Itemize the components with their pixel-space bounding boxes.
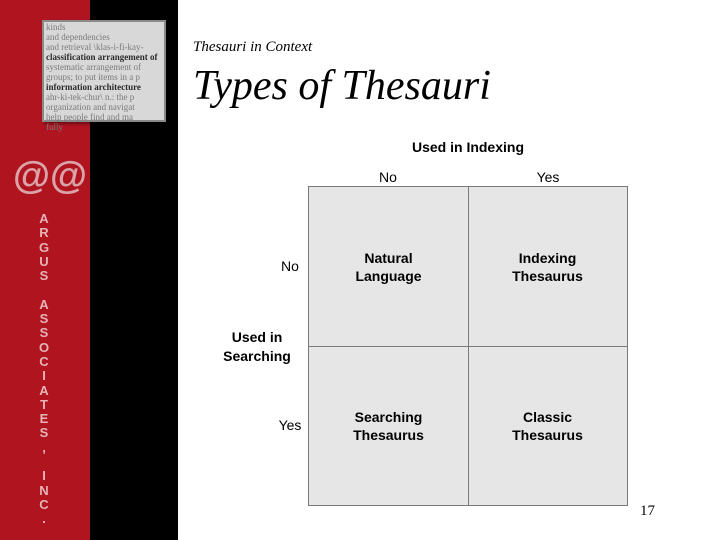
thumbnail-text-line: and retrieval \klas-i-fi-kay-: [46, 42, 144, 52]
cell-natural-language: [309, 187, 469, 347]
column-label-no: No: [379, 169, 397, 185]
cell-searching-thesaurus: [309, 346, 469, 505]
cell-label-line: Language: [355, 267, 422, 284]
row-axis-title-line: Searching: [223, 348, 291, 364]
page-number: 17: [640, 503, 655, 519]
cell-classic-thesaurus: [468, 346, 627, 505]
thumbnail-text-line: classification arrangement of: [46, 52, 158, 62]
column-label-yes: Yes: [536, 169, 560, 185]
vertical-letter: .: [42, 511, 46, 527]
cell-label-line: Natural: [364, 249, 413, 266]
vertical-letter: I: [42, 368, 46, 384]
cell-label-line: Searching: [354, 408, 423, 425]
vertical-letter: A: [39, 211, 49, 226]
vertical-letter: O: [38, 339, 50, 355]
row-axis-title-line: Used in: [231, 329, 283, 345]
svg-text:@@: @@: [13, 155, 88, 197]
slide-title: Types of Thesauri: [193, 63, 491, 109]
thumbnail-text-line: systematic arrangement of: [46, 62, 141, 72]
vertical-letter: I: [42, 468, 46, 484]
thesauri-matrix: [308, 186, 628, 506]
at-at-logo-icon: [13, 152, 88, 198]
row-label-yes: Yes: [278, 417, 302, 433]
cell-label-line: Indexing: [518, 249, 577, 266]
row-label-no: No: [281, 258, 299, 274]
vertical-letter: N: [39, 482, 49, 498]
vertical-letter: [33, 455, 55, 469]
vertical-letter: R: [39, 225, 49, 241]
vertical-letter: G: [38, 239, 50, 255]
vertical-letter: C: [39, 496, 49, 512]
cell-label-line: Thesaurus: [353, 426, 424, 443]
vertical-letter: [33, 283, 55, 297]
vertical-letter: T: [40, 396, 48, 412]
thumbnail-text-line: groups; to put items in a p: [46, 72, 140, 82]
vertical-letter: S: [39, 425, 49, 441]
vertical-letter: S: [39, 268, 49, 284]
vertical-letter: C: [39, 353, 49, 369]
vertical-letter: ,: [42, 439, 46, 455]
vertical-letter: A: [39, 296, 49, 312]
cell-label-line: Classic: [522, 408, 573, 425]
cell-indexing-thesaurus: [468, 187, 627, 347]
thumbnail-text-line: fully: [46, 122, 63, 132]
cell-label-line: Thesaurus: [512, 267, 583, 284]
slide-subtitle: Thesauri in Context: [193, 39, 313, 55]
vertical-letter: E: [39, 411, 49, 427]
thumbnail-text-line: kinds: [46, 22, 66, 32]
company-vertical-name: [33, 212, 55, 527]
thumbnail-text-line: help people find and ma: [46, 112, 133, 122]
dictionary-thumbnail-image: [42, 20, 166, 132]
thumbnail-text-line: organization and navigat: [46, 102, 135, 112]
vertical-letter: A: [39, 382, 49, 398]
vertical-letter: U: [39, 253, 49, 269]
thumbnail-text-line: ahr-ki-tek-chur\ n.: the p: [46, 92, 135, 102]
vertical-letter: S: [39, 311, 49, 327]
thumbnail-text-line: information architecture: [46, 82, 141, 92]
row-axis-title: [212, 328, 302, 366]
cell-label-line: Thesaurus: [512, 426, 583, 443]
thumbnail-text-line: and dependencies: [46, 32, 110, 42]
vertical-letter: S: [39, 325, 49, 341]
column-axis-title: Used in Indexing: [411, 139, 524, 155]
